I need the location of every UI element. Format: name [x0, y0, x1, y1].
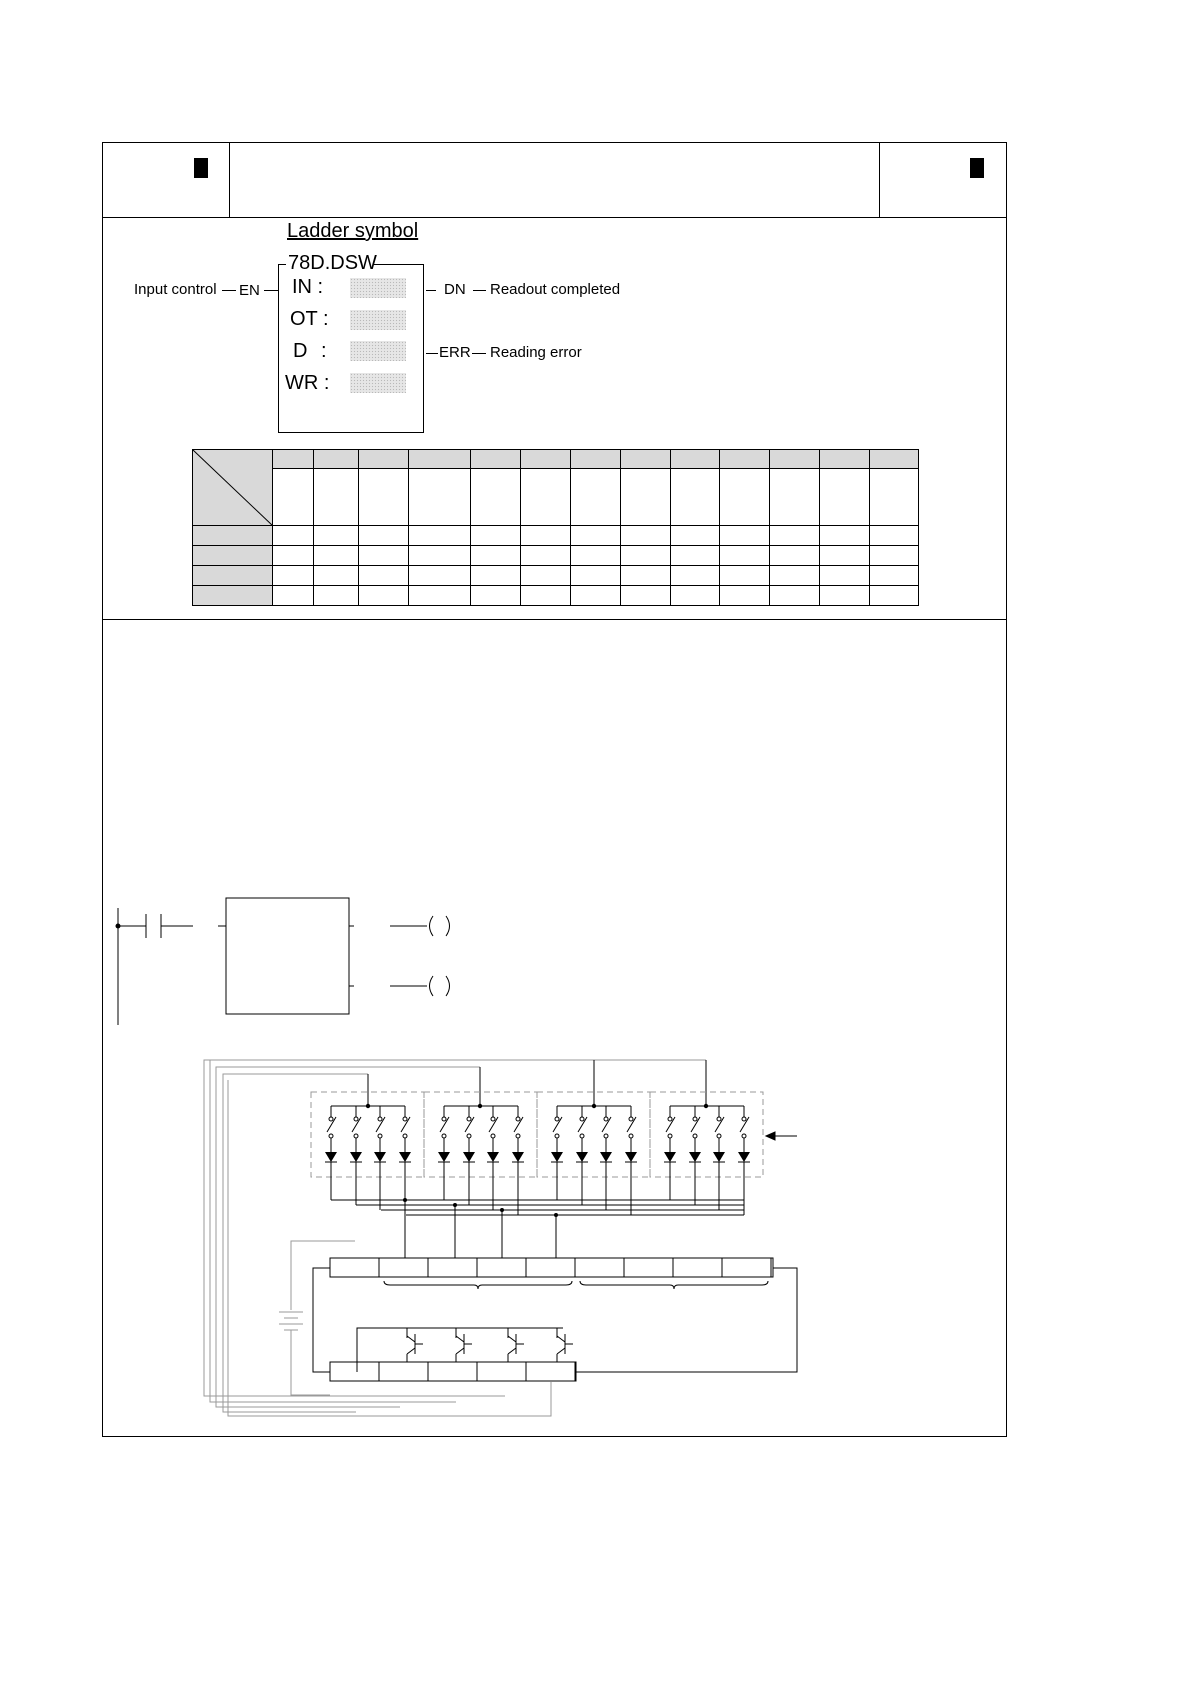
operand-slot-wr: [350, 373, 406, 393]
output-err-stub: [426, 353, 438, 354]
header-marker-right: [970, 158, 984, 178]
pin-ot: OT :: [290, 308, 329, 330]
output-pin-dn: DN: [444, 281, 466, 298]
instruction-name: 78D.DSW: [288, 252, 377, 274]
header-divider-left: [229, 142, 230, 218]
page-frame: [102, 142, 1007, 1437]
table-corner-cell: [193, 450, 273, 526]
table-row: [193, 526, 919, 546]
header-marker-left: [194, 158, 208, 178]
input-pin-en: EN: [239, 282, 260, 299]
output-dn-stub: [426, 290, 436, 291]
operand-slot-ot: [350, 310, 406, 330]
instruction-box-top-left: [278, 264, 286, 265]
output-err-dash: [472, 353, 486, 354]
operand-slot-in: [350, 278, 406, 298]
operand-table: [192, 449, 919, 606]
input-dash-2: [264, 290, 278, 291]
input-control-label: Input control: [134, 281, 217, 298]
table-row: [193, 566, 919, 586]
operand-slot-d: [350, 341, 406, 361]
pin-d: D :: [293, 340, 327, 362]
output-pin-err: ERR: [439, 344, 471, 361]
pin-wr: WR :: [285, 372, 330, 394]
table-row: [193, 546, 919, 566]
readout-completed-label: Readout completed: [490, 281, 621, 298]
input-dash-1: [222, 290, 236, 291]
output-dn-dash: [473, 290, 486, 291]
header-divider-right: [879, 142, 880, 218]
reading-error-label: Reading error: [490, 344, 582, 361]
header-bottom-rule: [102, 217, 1007, 218]
instruction-box-top-right: [373, 264, 424, 265]
section-divider: [102, 619, 1007, 620]
pin-in: IN :: [292, 276, 324, 298]
corner-diagonal: [193, 450, 273, 526]
table-row: [193, 586, 919, 606]
ladder-symbol-heading: Ladder symbol: [287, 220, 419, 242]
